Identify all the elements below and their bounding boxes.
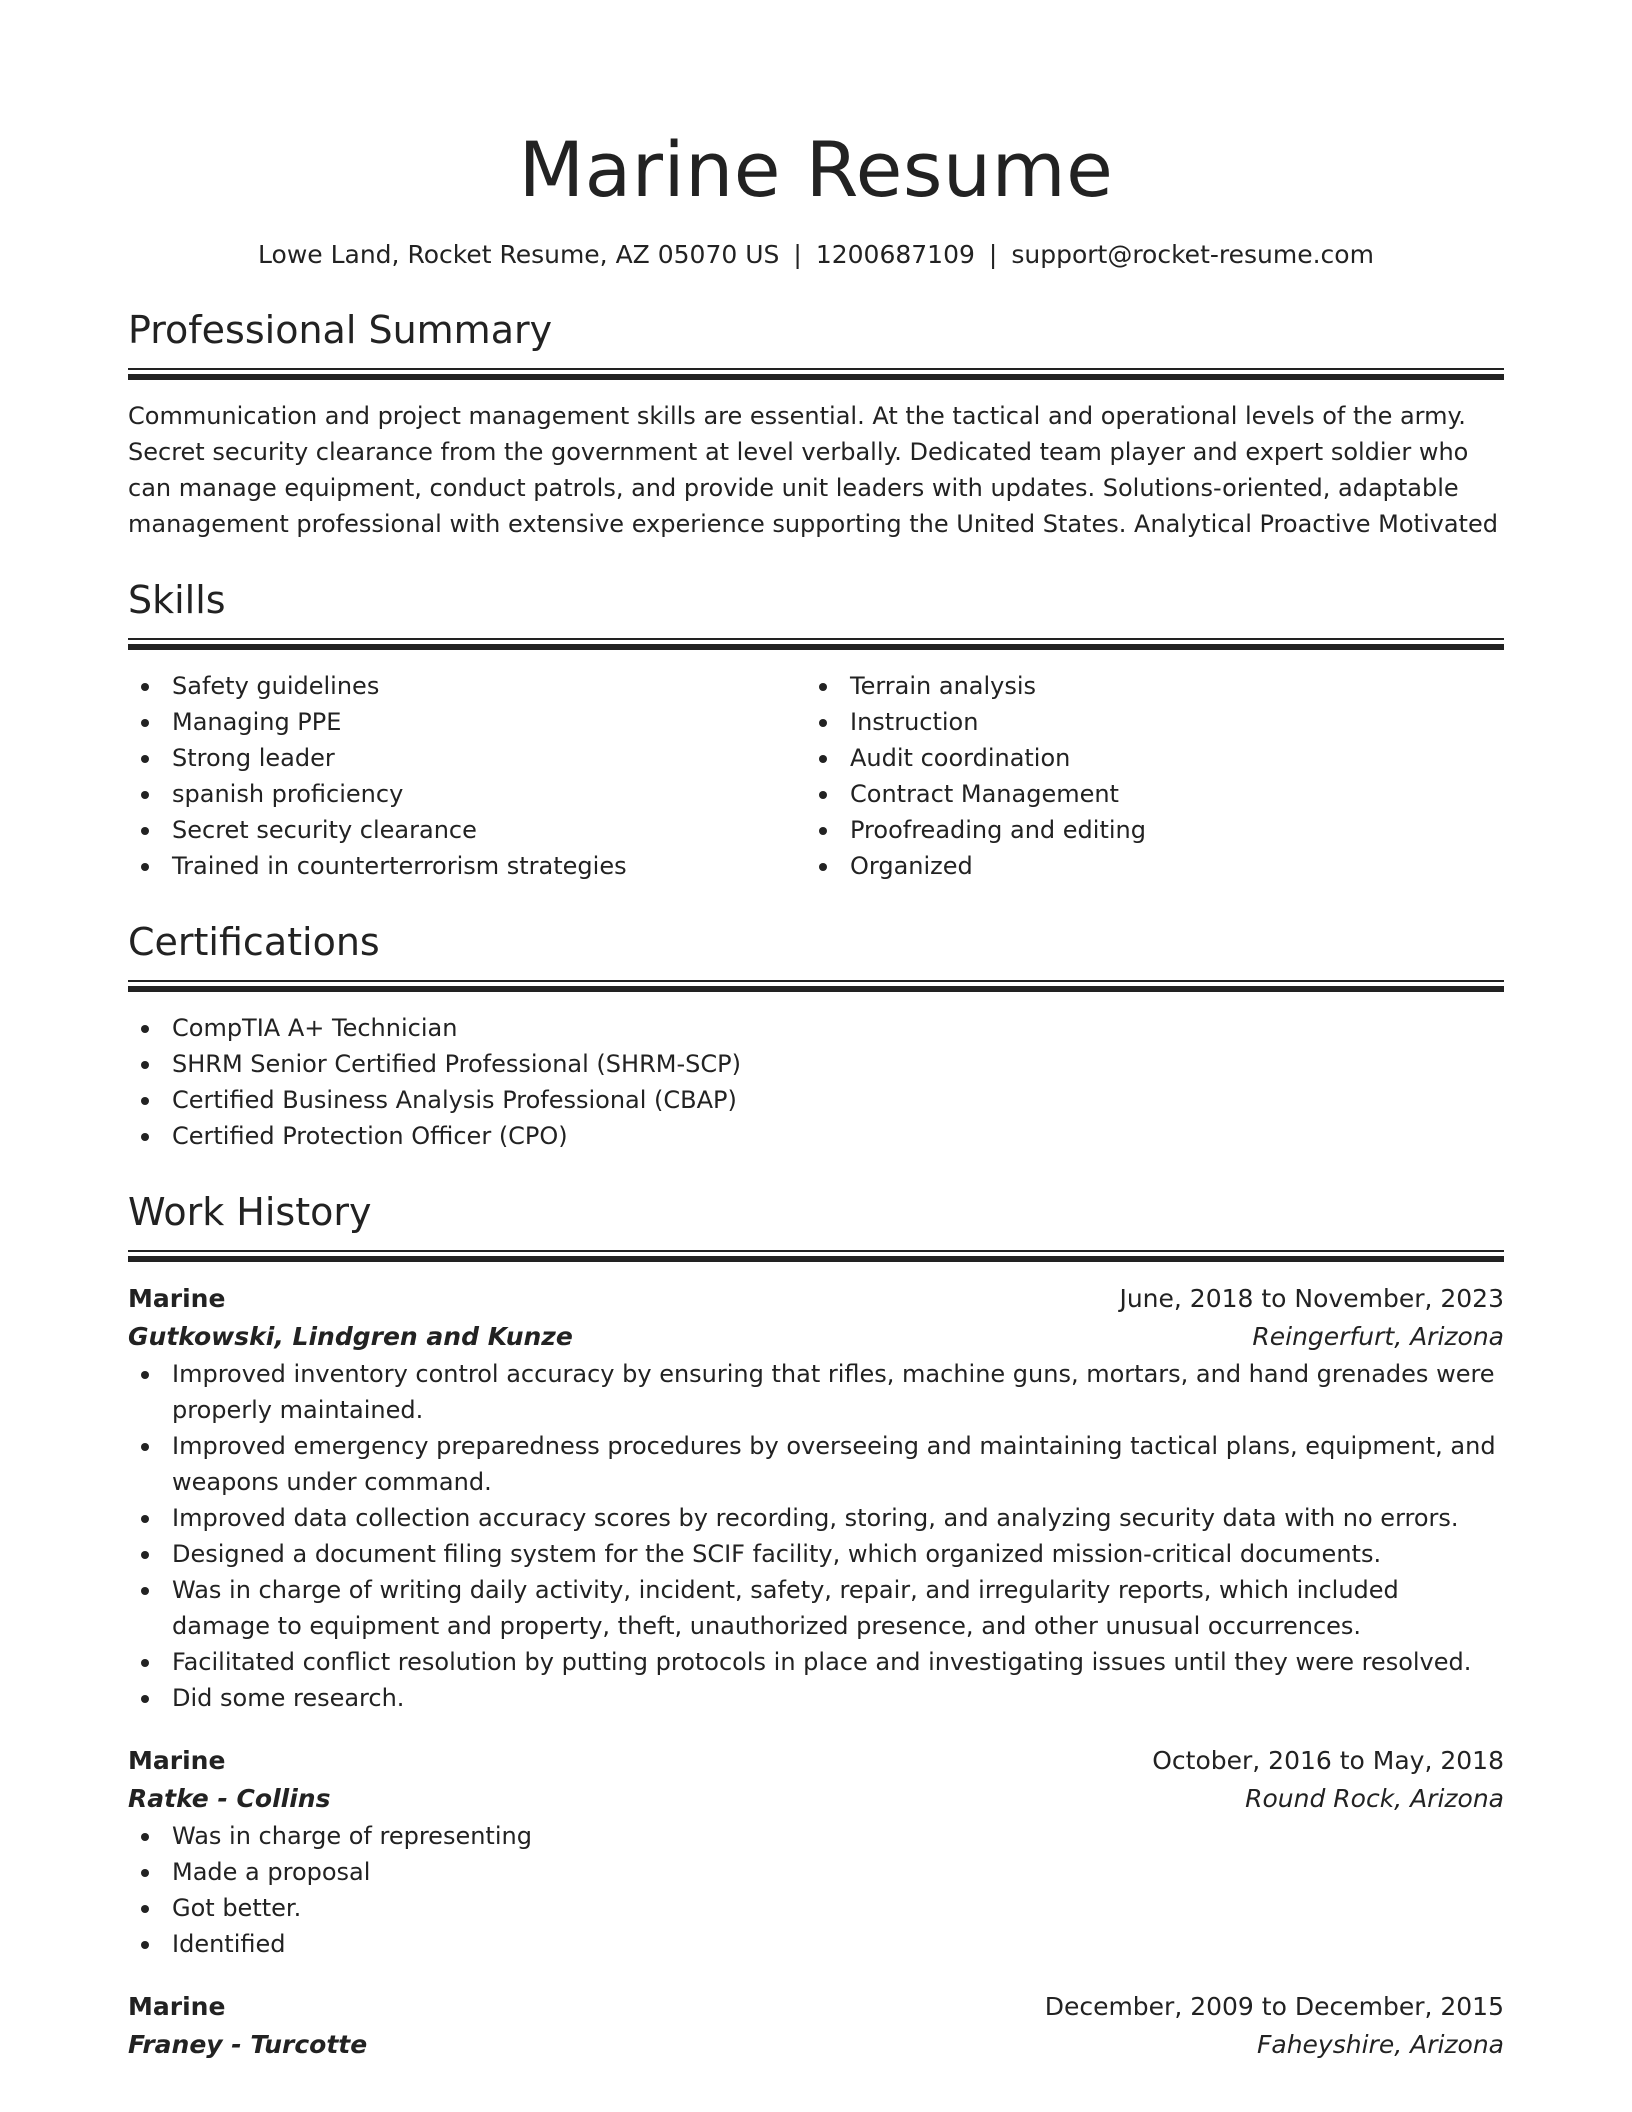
- certification-item: SHRM Senior Certified Professional (SHRM-SCP): [128, 1046, 1504, 1082]
- job-bullet: Improved data collection accuracy scores by recording, storing, and analyzing security data with no errors.: [128, 1500, 1504, 1536]
- skills-list-right: [806, 668, 1484, 884]
- job-bullet: Improved emergency preparedness procedures by overseeing and maintaining tactical plans, equipment, and weapons under command.: [128, 1428, 1504, 1500]
- certifications-list: [128, 1010, 1504, 1154]
- skill-item: Proofreading and editing: [806, 812, 1484, 848]
- section-heading: Certifications: [128, 920, 380, 964]
- contact-address: Lowe Land, Rocket Resume, AZ 05070 US: [258, 240, 780, 269]
- job-bullets: [128, 1356, 1504, 1716]
- certifications-section: [128, 918, 1504, 1154]
- job-title: Marine: [128, 1992, 226, 2021]
- job-bullet: Facilitated conflict resolution by putting protocols in place and investigating issues until they were resolved.: [128, 1644, 1504, 1680]
- section-heading: Professional Summary: [128, 308, 553, 352]
- job-subheader-row: [128, 1318, 1504, 1356]
- job-bullet: Was in charge of representing: [128, 1818, 1504, 1854]
- skill-item: Organized: [806, 848, 1484, 884]
- contact-line: [128, 238, 1504, 272]
- skill-item: Terrain analysis: [806, 668, 1484, 704]
- skill-item: Instruction: [806, 704, 1484, 740]
- job-entry: [128, 1280, 1504, 1716]
- job-header-row: [128, 1280, 1504, 1318]
- job-bullet: Improved inventory control accuracy by ensuring that rifles, machine guns, mortars, and hand grenades were properly maintained.: [128, 1356, 1504, 1428]
- job-bullet: Got better.: [128, 1890, 1504, 1926]
- section-heading: Work History: [128, 1190, 372, 1234]
- contact-phone: 1200687109: [815, 240, 975, 269]
- job-location: Round Rock, Arizona: [1245, 1784, 1504, 1813]
- skills-list-left: [128, 668, 806, 884]
- job-spacer: [128, 1716, 1504, 1742]
- certification-item: Certified Protection Officer (CPO): [128, 1118, 1504, 1154]
- section-divider: [128, 638, 1504, 650]
- job-title: Marine: [128, 1746, 226, 1775]
- skill-item: Managing PPE: [128, 704, 806, 740]
- contact-separator: |: [988, 240, 998, 269]
- job-bullet: Was in charge of writing daily activity, incident, safety, repair, and irregularity reports, which included damage to equipment and property, theft, unauthorized presence, and other unusual occurrences.: [128, 1572, 1504, 1644]
- contact-email: support@rocket-resume.com: [1011, 240, 1374, 269]
- page-title: Marine Resume: [518, 125, 1114, 214]
- job-dates: October, 2016 to May, 2018: [1152, 1746, 1504, 1775]
- skill-item: Contract Management: [806, 776, 1484, 812]
- job-subheader-row: [128, 2026, 1504, 2064]
- skills-grid: [128, 668, 1504, 884]
- certification-item: Certified Business Analysis Professional (CBAP): [128, 1082, 1504, 1118]
- skill-item: spanish proficiency: [128, 776, 806, 812]
- section-heading: Skills: [128, 578, 226, 622]
- summary-text: Communication and project management skills are essential. At the tactical and operational levels of the army. Secret security clearance from the government at level verbally. Dedicated team player and expert soldier who can manage equipment, conduct patrols, and provide unit leaders with updates. Solutions-oriented, adaptable management professional with extensive experience supporting the United States. Analytical Proactive Motivated: [128, 402, 1498, 538]
- job-company: Ratke - Collins: [128, 1784, 331, 1813]
- section-divider: [128, 368, 1504, 380]
- skill-item: Audit coordination: [806, 740, 1484, 776]
- skill-item: Secret security clearance: [128, 812, 806, 848]
- skill-item: Strong leader: [128, 740, 806, 776]
- job-entry: [128, 1742, 1504, 1962]
- section-divider: [128, 980, 1504, 992]
- job-dates: June, 2018 to November, 2023: [1119, 1284, 1504, 1313]
- job-entry: [128, 1988, 1504, 2064]
- job-header-row: [128, 1988, 1504, 2026]
- job-company: Gutkowski, Lindgren and Kunze: [128, 1322, 573, 1351]
- job-spacer: [128, 1962, 1504, 1988]
- job-location: Reingerfurt, Arizona: [1252, 1322, 1504, 1351]
- job-dates: December, 2009 to December, 2015: [1044, 1992, 1504, 2021]
- job-company: Franey - Turcotte: [128, 2030, 368, 2059]
- skills-section: [128, 576, 1504, 884]
- job-bullets: [128, 1818, 1504, 1962]
- section-divider: [128, 1250, 1504, 1262]
- job-bullet: Made a proposal: [128, 1854, 1504, 1890]
- job-location: Faheyshire, Arizona: [1257, 2030, 1504, 2059]
- job-header-row: [128, 1742, 1504, 1780]
- job-subheader-row: [128, 1780, 1504, 1818]
- job-title: Marine: [128, 1284, 226, 1313]
- skill-item: Safety guidelines: [128, 668, 806, 704]
- job-bullet: Did some research.: [128, 1680, 1504, 1716]
- certification-item: CompTIA A+ Technician: [128, 1010, 1504, 1046]
- job-bullet: Identified: [128, 1926, 1504, 1962]
- skill-item: Trained in counterterrorism strategies: [128, 848, 806, 884]
- summary-section: [128, 306, 1504, 542]
- job-bullet: Designed a document filing system for the SCIF facility, which organized mission-critical documents.: [128, 1536, 1504, 1572]
- contact-separator: |: [793, 240, 802, 269]
- work-history-section: [128, 1188, 1504, 2064]
